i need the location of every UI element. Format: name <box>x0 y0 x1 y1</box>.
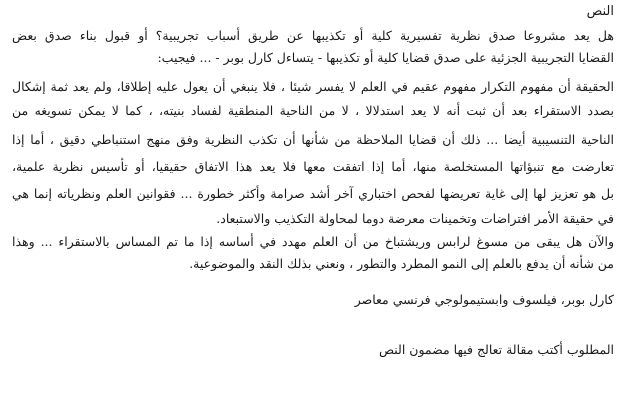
question-line-2: القضايا التجريبية الجزئية على صدق قضايا كلية أو تكذيبها - يتساءل كارل بوبر - ... فيجيب: <box>157 50 614 65</box>
text-line-3: الناحية التنسيبية أيضا ... ذلك أن قضايا الملاحظة من شأنها أن تكذب النظرية وفق منهج استنباطي دقيق ، أما إذا <box>12 132 614 147</box>
heading: النص <box>586 4 614 19</box>
text-line-5: بل هو تعزيز لها إلى غاية تعريضها لفحص اختباري آخر أشد صرامة وأكثر خطورة ... فقوانين العلم ونظرياته إنما هي <box>12 186 614 201</box>
task-prompt: المطلوب أكتب مقالة تعالج فيها مضمون النص <box>378 342 614 357</box>
text-line-1: الحقيقة أن مفهوم التكرار مفهوم عقيم في العلم لا يفسر شيئا ، فلا ينبغي أن يعول عليه إطلاقا، ولم يعد ثمة إشكال <box>12 79 614 94</box>
author-attribution: كارل بوبر، فيلسوف وابستيمولوجي فرنسي معاصر <box>354 292 614 307</box>
text-line-6: في حقيقة الأمر افتراضات وتخمينات معرضة دوما لمحاولة التكذيب والاستبعاد. <box>216 211 614 226</box>
text-line-4: تعارضت مع تنبؤاتها المستخلصة منها، أما إذا اتفقت معها فلا يعد هذا الاتفاق حقيقيا، أو تأسيس نظرية علمية، <box>12 159 614 174</box>
text-line-7: والآن هل يبقى من مسوغ لرابس وريشتباخ من أن العلم مهدد في أساسه إذا ما تم المساس بالاستقراء ... وهذا <box>12 234 614 249</box>
question-line-1: هل يعد مشروعا صدق نظرية تفسيرية كلية أو تكذيبها عن طريق أسباب تجريبية؟ أو قبول بناء صدق بعض <box>12 28 614 43</box>
text-line-8: من شأنه أن يدفع بالعلم إلى النمو المطرد والتطور ، ونعني بذلك النقد والموضوعية. <box>189 256 614 271</box>
text-line-2: بصدد الاستقراء بعد أن ثبت أنه لا يعد استدلالا ، لا من الناحية المنطقية لفساد بنيته، ، كما لا يمكن تسويغه من <box>12 103 614 118</box>
